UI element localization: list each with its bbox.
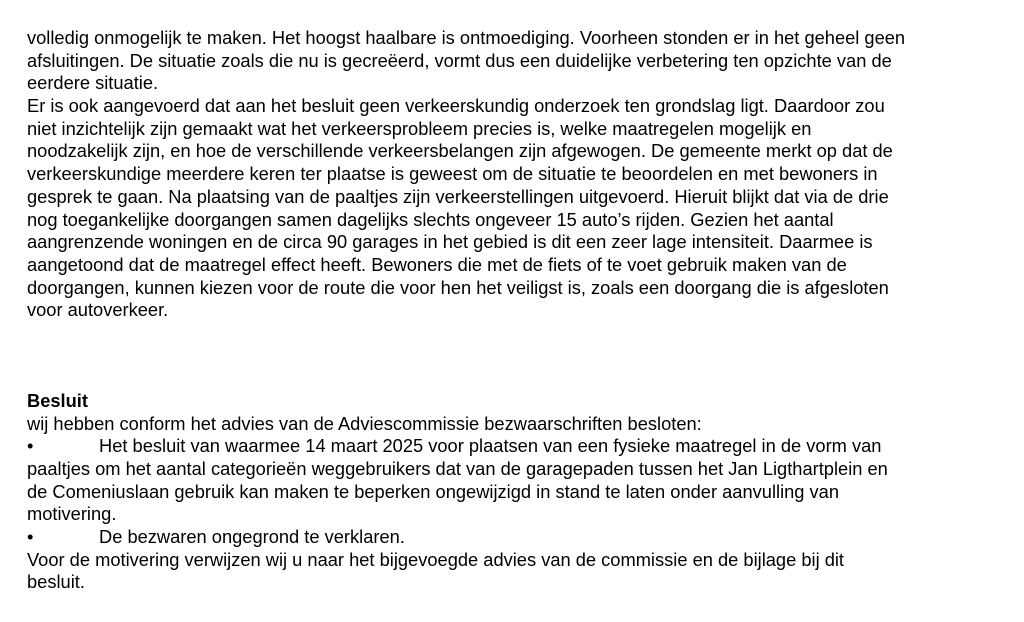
text-line: nog toegankelijke doorgangen samen dagelijks slechts ongeveer 15 auto’s rijden. Gezien het aantal — [27, 208, 834, 230]
text-line: Voor de motivering verwijzen wij u naar het bijgevoegde advies van de commissie en de bijlage bij dit — [27, 548, 845, 570]
text-line: niet inzichtelijk zijn gemaakt wat het verkeersprobleem precies is, welke maatregelen mogelijk en — [27, 117, 812, 139]
text-line: motivering. — [27, 503, 117, 525]
bullet-first-line — [27, 435, 1017, 458]
closing-paragraph — [27, 549, 1017, 594]
text-line: Er is ook aangevoerd dat aan het besluit geen verkeerskundig onderzoek ten grondslag ligt. Daardoor zou — [27, 95, 885, 117]
text-line: aangrenzende woningen en de circa 90 garages in het gebied is dit een zeer lage intensiteit. Daarmee is — [27, 231, 873, 253]
text-line: paaltjes om het aantal categorieën weggebruikers dat van de garagepaden tussen het Jan Ligthartplein en — [27, 458, 888, 479]
text-line: voor autoverkeer. — [27, 299, 169, 321]
text-line: afsluitingen. De situatie zoals die nu is gecreëerd, vormt dus een duidelijke verbetering ten opzichte van de — [27, 49, 892, 71]
text-line: aangetoond dat de maatregel effect heeft. Bewoners die met de fiets of te voet gebruik maken van de — [27, 253, 847, 275]
bullet-text: De bezwaren ongegrond te verklaren. — [99, 526, 405, 548]
text-line: doorgangen, kunnen kiezen voor de route die voor hen het veiligst is, zoals een doorgang die is afgesloten — [27, 276, 889, 298]
bullet-icon: • — [27, 435, 34, 457]
bullet-first-line — [27, 526, 1017, 549]
text-line: de Comeniuslaan gebruik kan maken te beperken ongewijzigd in stand te laten onder aanvulling van — [27, 480, 840, 502]
text-line: volledig onmogelijk te maken. Het hoogst haalbare is ontmoediging. Voorheen stonden er in het geheel geen — [27, 27, 906, 48]
text-line: besluit. — [27, 571, 85, 593]
bullet-text: Het besluit van waarmee 14 maart 2025 voor plaatsen van een fysieke maatregel in de vorm van — [99, 435, 882, 457]
section-spacer — [27, 322, 1017, 390]
text-line: gesprek te gaan. Na plaatsing van de paaltjes zijn verkeerstellingen uitgevoerd. Hieruit blijkt dat via de drie — [27, 185, 889, 207]
besluit-section — [27, 390, 1017, 594]
document-page — [27, 27, 1017, 594]
paragraph-ontmoediging — [27, 27, 1017, 95]
bullet-item-bezwaren-ongegrond — [27, 526, 1017, 549]
text-line: eerdere situatie. — [27, 72, 159, 94]
section-heading: Besluit — [27, 389, 88, 411]
text-line: noodzakelijk zijn, en hoe de verschillende verkeersbelangen zijn afgewogen. De gemeente merkt op dat de — [27, 140, 893, 162]
paragraph-verkeerskundig-onderzoek — [27, 95, 1017, 322]
text-line: verkeerskundige meerdere keren ter plaatse is geweest om de situatie te beoordelen en met bewoners in — [27, 163, 878, 185]
bullet-icon: • — [27, 526, 34, 548]
besluit-intro: wij hebben conform het advies van de Adviescommissie bezwaarschriften besloten: — [27, 412, 702, 434]
bullet-item-besluit-handhaven — [27, 435, 1017, 526]
